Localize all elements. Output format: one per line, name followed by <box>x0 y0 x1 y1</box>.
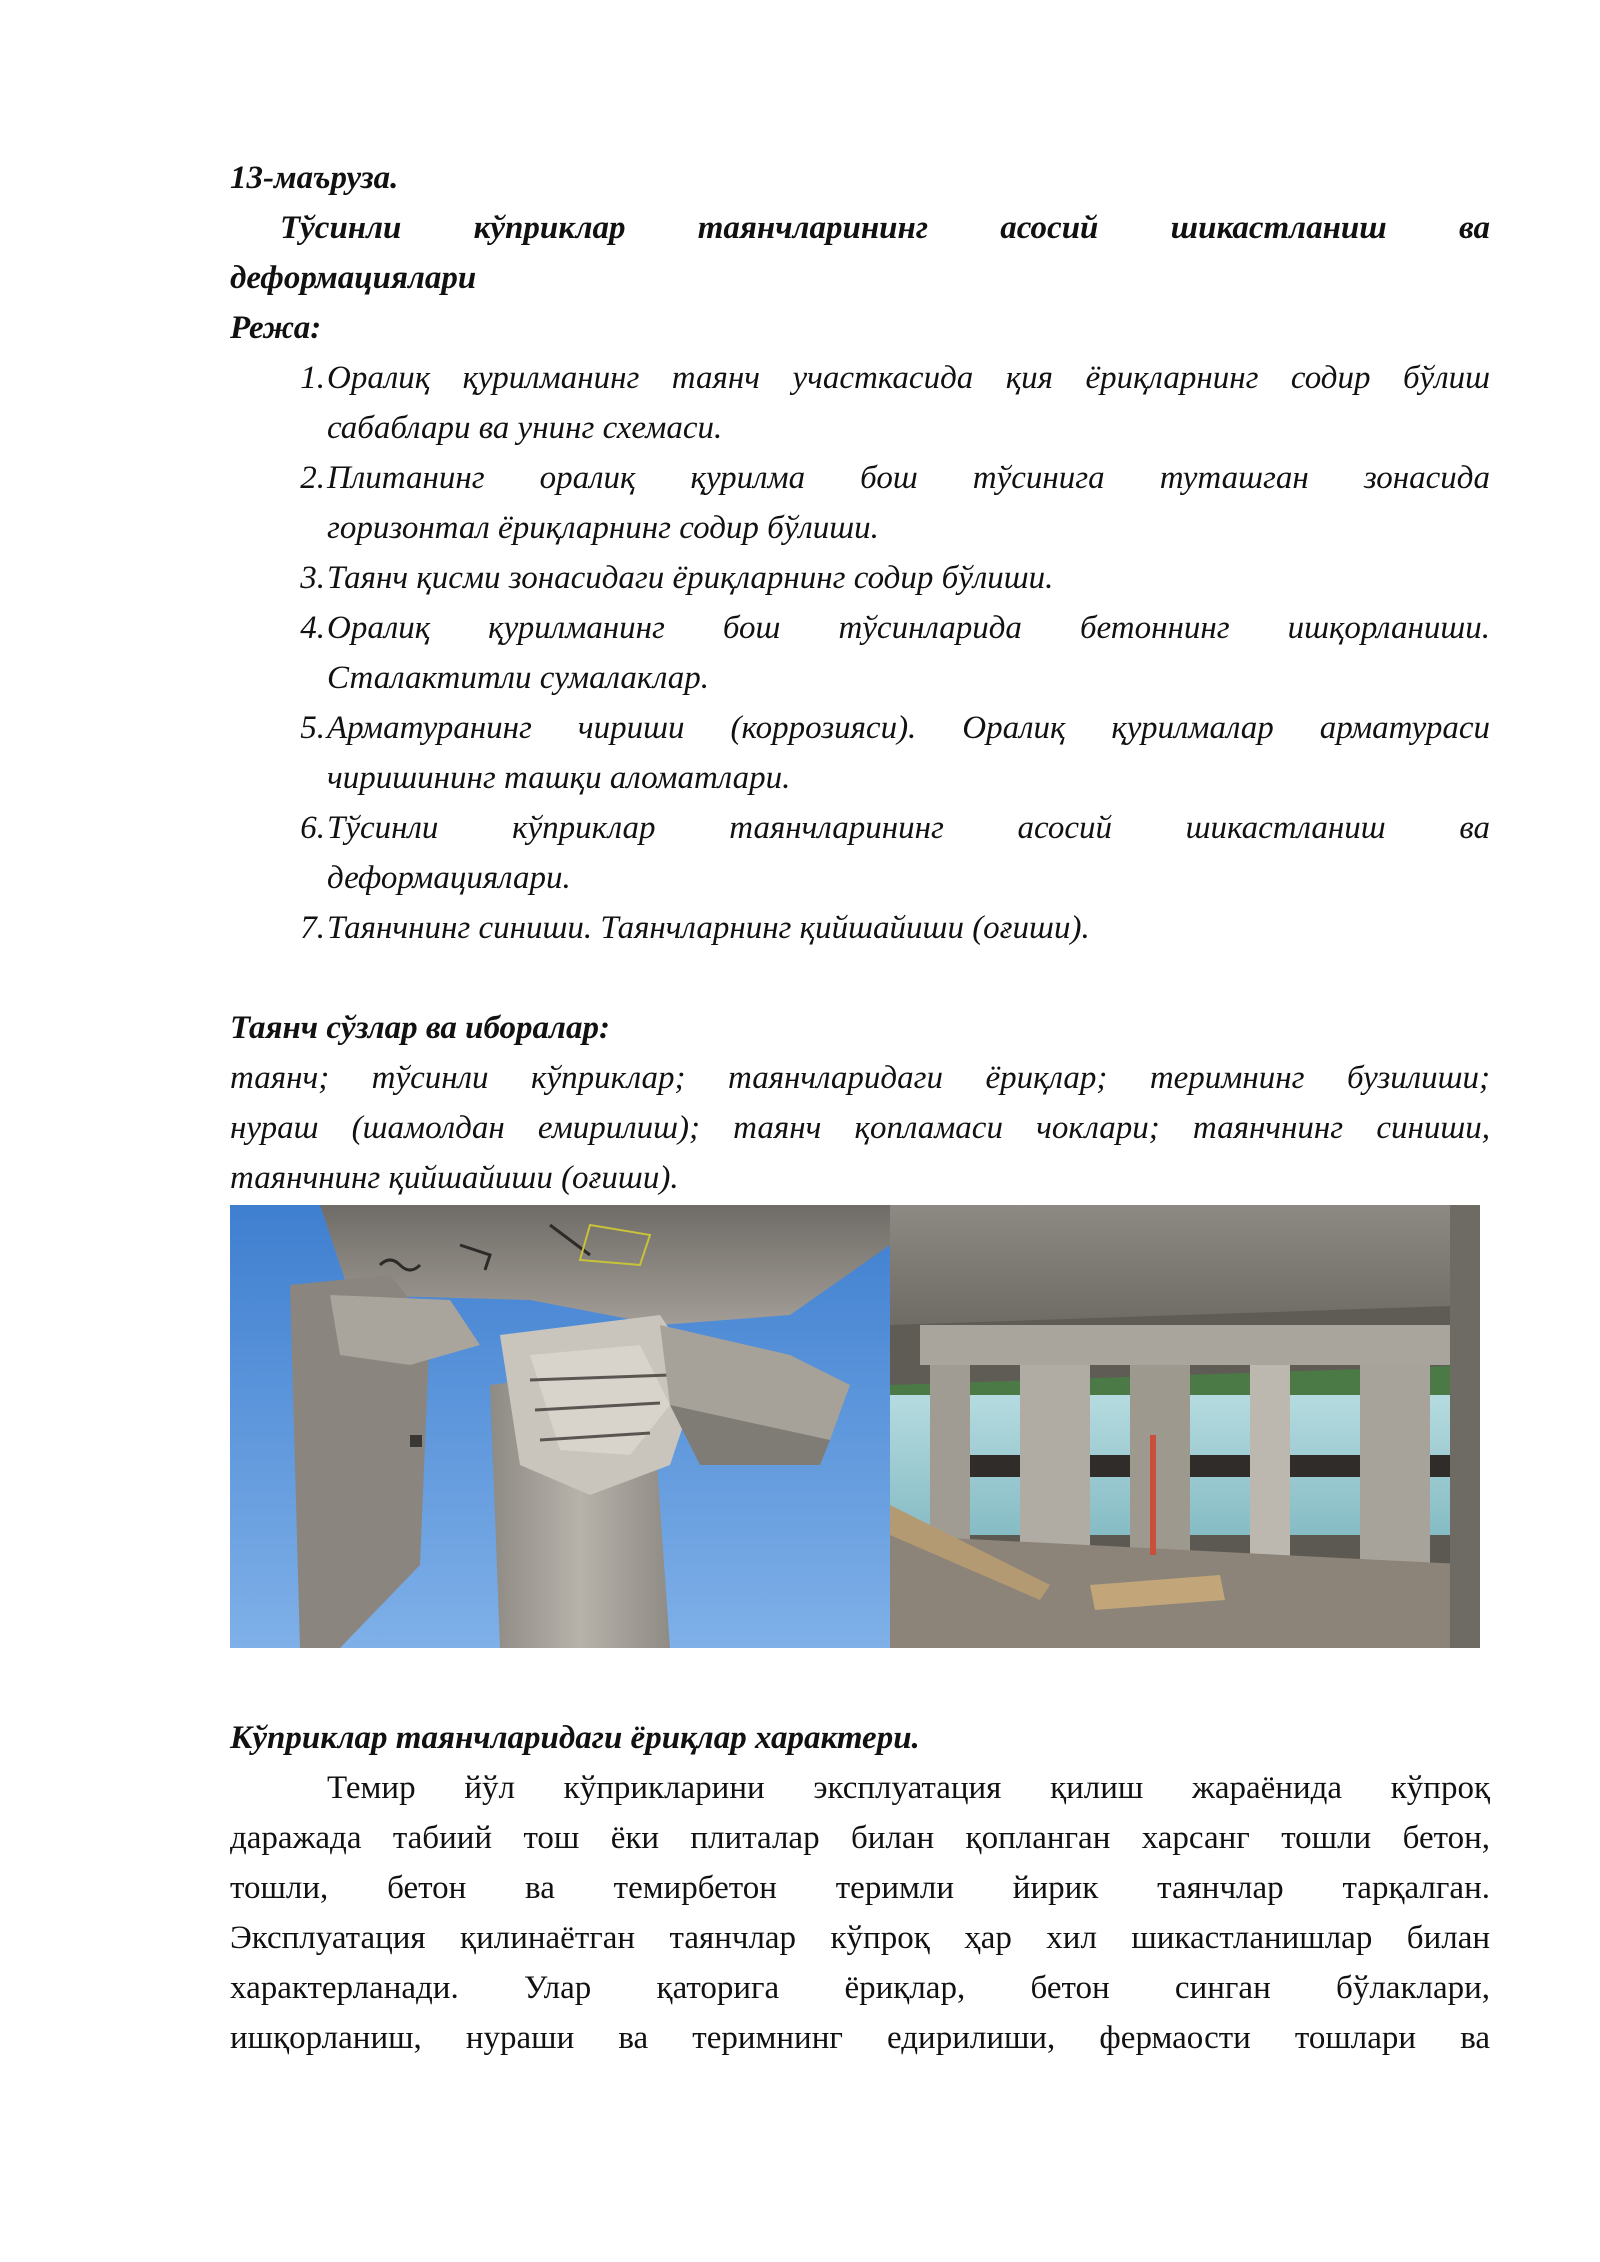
plan-item-number: 5. <box>300 710 325 746</box>
plan-item-text: деформациялари. <box>327 860 571 896</box>
plan-item-5-cont <box>230 753 1490 803</box>
plan-item-7 <box>230 903 1490 953</box>
body-line-5: характерланади. Улар қаторига ёриқлар, бетон синган бўлаклари, <box>230 1970 1490 2006</box>
lecture-number: 13-маъруза. <box>230 160 399 196</box>
plan-label: Режа: <box>230 310 322 346</box>
photo-damaged-pier-cap <box>230 1205 890 1648</box>
plan-item-text: Оралиқ қурилманинг бош тўсинларида бетоннинг ишқорланиши. <box>327 610 1490 646</box>
plan-item-2 <box>230 453 1490 503</box>
plan-item-6 <box>230 803 1490 853</box>
plan-item-text: Арматуранинг чириши (коррозияси). Оралиқ қурилмалар арматураси <box>327 710 1490 746</box>
body-line-3: тошли, бетон ва темирбетон теримли йирик таянчлар тарқалган. <box>230 1870 1490 1906</box>
lecture-title-line1: Тўсинли кўприклар таянчларининг асосий шикастланиш ва <box>280 210 1490 246</box>
body-line-6: ишқорланиш, нураши ва теримнинг едирилиши, фермаости тошлари ва <box>230 2020 1490 2056</box>
plan-item-number: 1. <box>300 360 325 396</box>
plan-item-3 <box>230 553 1490 603</box>
plan-item-number: 2. <box>300 460 325 496</box>
keywords-heading: Таянч сўзлар ва иборалар: <box>230 1010 610 1046</box>
keywords-line2: нураш (шамолдан емирилиш); таянч қопламаси чоклари; таянчнинг синиши, <box>230 1110 1490 1146</box>
plan-item-text: Сталактитли сумалаклар. <box>327 660 710 696</box>
plan-item-2-cont <box>230 503 1490 553</box>
plan-item-text: Таянчнинг синиши. Таянчларнинг қийшайиши (оғиши). <box>327 910 1090 946</box>
plan-item-text: сабаблари ва унинг схемаси. <box>327 410 723 446</box>
body-line-4: Эксплуатация қилинаётган таянчлар кўпроқ ҳар хил шикастланишлар билан <box>230 1920 1490 1956</box>
plan-item-text: чиришининг ташқи аломатлари. <box>327 760 791 796</box>
plan-item-text: Плитанинг оралиқ қурилма бош тўсинига туташган зонасида <box>327 460 1490 496</box>
plan-item-6-cont <box>230 853 1490 903</box>
body-line-2: даражада табиий тош ёки плиталар билан қопланган харсанг тошли бетон, <box>230 1820 1490 1856</box>
plan-item-number: 4. <box>300 610 325 646</box>
plan-item-text: горизонтал ёриқларнинг содир бўлиши. <box>327 510 879 546</box>
plan-item-1 <box>230 353 1490 403</box>
plan-item-5 <box>230 703 1490 753</box>
keywords-line3: таянчнинг қийшайиши (оғиши). <box>230 1160 679 1196</box>
photo-deteriorated-columns <box>890 1205 1480 1648</box>
keywords-line1: таянч; тўсинли кўприклар; таянчларидаги ёриқлар; теримнинг бузилиши; <box>230 1060 1490 1096</box>
plan-item-number: 6. <box>300 810 325 846</box>
plan-item-1-cont <box>230 403 1490 453</box>
section-heading: Кўприклар таянчларидаги ёриқлар характери. <box>230 1720 920 1756</box>
plan-item-text: Тўсинли кўприклар таянчларининг асосий шикастланиш ва <box>327 810 1490 846</box>
body-line-1: Темир йўл кўприкларини эксплуатация қилиш жараёнида кўпроқ <box>327 1770 1490 1806</box>
plan-item-number: 7. <box>300 910 325 946</box>
plan-item-text: Оралиқ қурилманинг таянч участкасида қия ёриқларнинг содир бўлиш <box>327 360 1490 396</box>
plan-item-4 <box>230 603 1490 653</box>
lecture-title-line2: деформациялари <box>230 260 477 296</box>
plan-item-text: Таянч қисми зонасидаги ёриқларнинг содир бўлиши. <box>327 560 1054 596</box>
plan-item-4-cont <box>230 653 1490 703</box>
plan-item-number: 3. <box>300 560 325 596</box>
